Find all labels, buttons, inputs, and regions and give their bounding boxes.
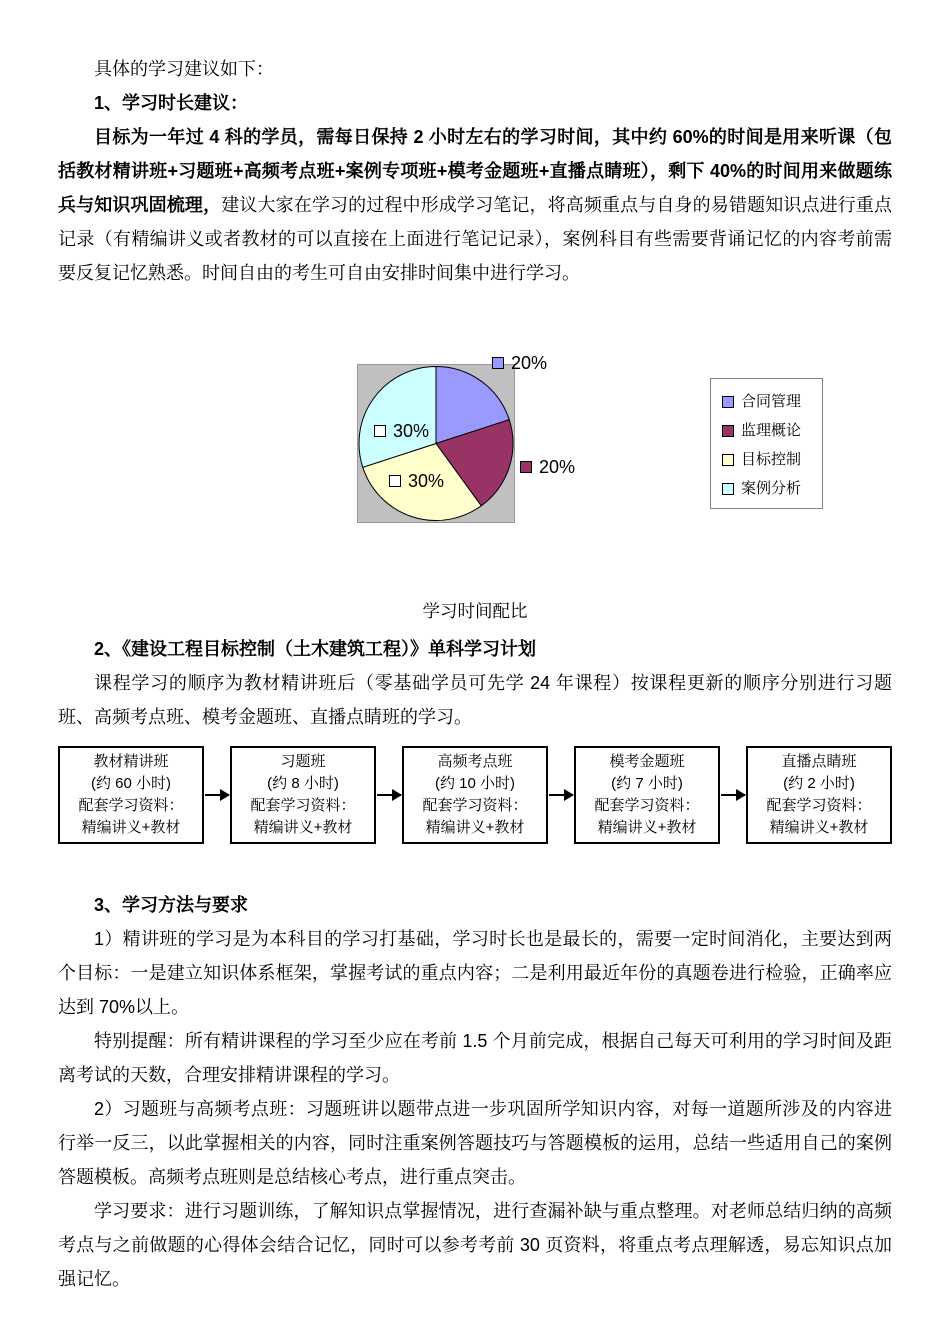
- flow-step-hours: (约 10 小时): [434, 775, 515, 792]
- chart-caption: 学习时间配比: [422, 601, 528, 621]
- legend-swatch-icon: [722, 425, 734, 437]
- flow-step-materials-label: 配套学习资料：: [766, 797, 872, 814]
- pie-data-label-2: [520, 456, 575, 478]
- section2-heading: 2、《建设工程目标控制（土木建筑工程）》单科学习计划: [94, 639, 537, 659]
- pie-chart-figure: [58, 330, 892, 598]
- flow-step-xiti: [230, 746, 376, 844]
- legend-swatch-icon: [722, 396, 734, 408]
- legend-key-icon: [389, 475, 401, 487]
- flow-step-materials-label: 配套学习资料：: [594, 797, 700, 814]
- flow-step-materials-label: 配套学习资料：: [422, 797, 528, 814]
- legend-item-target-control: [722, 445, 822, 474]
- flow-step-hours: (约 7 小时): [611, 775, 683, 792]
- flow-step-materials: 精编讲义+教材: [253, 819, 353, 836]
- section1-heading: 1、学习时长建议：: [94, 93, 249, 113]
- legend-label: 合同管理: [741, 393, 802, 410]
- flow-step-hours: (约 60 小时): [90, 775, 171, 792]
- flow-step-hours: (约 8 小时): [267, 775, 339, 792]
- legend-key-icon: [520, 461, 532, 473]
- flow-step-materials-label: 配套学习资料：: [250, 797, 356, 814]
- pie-data-label-1: [492, 352, 547, 374]
- legend-label: 案例分析: [741, 480, 802, 497]
- legend-label: 监理概论: [741, 422, 802, 439]
- section1-paragraph-regular-part: 建议大家在学习的过程中形成学习笔记，将高频重点与自身的易错题知识点进行重点记录（有精编讲义或者教材的可以直接在上面进行笔记记录），案例科目有些需要背诵记忆的内容考前需要反复记忆熟悉。时间自由的考生可自由安排时间集中进行学习。: [58, 195, 892, 283]
- arrow-right-icon: [205, 794, 229, 796]
- flow-step-name: 直播点睛班: [781, 753, 857, 770]
- pie-svg: [357, 364, 515, 523]
- flow-step-materials: 精编讲义+教材: [425, 819, 525, 836]
- arrow-right-icon: [721, 794, 745, 796]
- flow-step-materials-label: 配套学习资料：: [78, 797, 184, 814]
- pie-data-label-4: [374, 420, 429, 442]
- flow-step-zhibo: [746, 746, 892, 844]
- pie-data-label-text: 30%: [408, 471, 445, 491]
- legend-swatch-icon: [722, 483, 734, 495]
- section2-paragraph: 课程学习的顺序为教材精讲班后（零基础学员可先学 24 年课程）按课程更新的顺序分别进行习题班、高频考点班、模考金题班、直播点睛班的学习。: [58, 673, 892, 727]
- section3-paragraph-3: 2）习题班与高频考点班：习题班讲以题带点进一步巩固所学知识内容，对每一道题所涉及的内容进行举一反三，以此掌握相关的内容，同时注重案例答题技巧与答题模板的运用，总结一些适用自己的案例答题模板。高频考点班则是总结核心考点，进行重点突击。: [58, 1099, 892, 1187]
- flow-step-hours: (约 2 小时): [783, 775, 855, 792]
- section3-paragraph-4: 学习要求：进行习题训练，了解知识点掌握情况，进行查漏补缺与重点整理。对老师总结归纳的高频考点与之前做题的心得体会结合记忆，同时可以参考考前 30 页资料，将重点考点理解透，易忘知识点加强记忆。: [58, 1201, 892, 1289]
- legend-item-case-analysis: [722, 474, 822, 503]
- section3-heading: 3、学习方法与要求: [94, 895, 249, 915]
- arrow-right-icon: [549, 794, 573, 796]
- legend-label: 目标控制: [741, 451, 802, 468]
- pie-data-label-text: 20%: [511, 353, 548, 373]
- legend-item-supervision: [722, 416, 822, 445]
- intro-paragraph: 具体的学习建议如下：: [94, 59, 274, 79]
- flow-step-name: 教材精讲班: [93, 753, 169, 770]
- section3-paragraph-1: 1）精讲班的学习是为本科目的学习打基础，学习时长也是最长的，需要一定时间消化，主要达到两个目标：一是建立知识体系框架，掌握考试的重点内容；二是利用最近年份的真题卷进行检验，正确率应达到 70%以上。: [58, 929, 892, 1017]
- chart-legend: [710, 378, 823, 509]
- course-flowchart: [58, 746, 892, 844]
- flow-step-materials: 精编讲义+教材: [769, 819, 869, 836]
- legend-item-contract: [722, 387, 822, 416]
- legend-swatch-icon: [722, 454, 734, 466]
- pie-data-label-text: 20%: [539, 457, 576, 477]
- flow-step-name: 模考金题班: [609, 753, 685, 770]
- flow-step-mokao: [574, 746, 720, 844]
- section3-paragraph-2: 特别提醒：所有精讲课程的学习至少应在考前 1.5 个月前完成，根据自己每天可利用的学习时间及距离考试的天数，合理安排精讲课程的学习。: [58, 1031, 892, 1085]
- flow-step-materials: 精编讲义+教材: [597, 819, 697, 836]
- pie-data-label-text: 30%: [393, 421, 430, 441]
- section1-paragraph-bold-part: 目标为一年过 4 科的学员，需每日保持 2 小时左右的学习时间，其中约 60%的时间是用来听课（包括教材精讲班+习题班+高频考点班+案例专项班+模考金题班+直播点睛班），剩下 40%的时间用来做题练兵与知识巩固梳理，: [58, 127, 892, 215]
- flow-step-name: 习题班: [280, 753, 326, 770]
- flow-step-materials: 精编讲义+教材: [81, 819, 181, 836]
- flow-step-jingjiang: [58, 746, 204, 844]
- flow-step-gaopin: [402, 746, 548, 844]
- legend-key-icon: [374, 425, 386, 437]
- section1-paragraph: [58, 120, 892, 290]
- pie-data-label-3: [389, 470, 444, 492]
- arrow-right-icon: [377, 794, 401, 796]
- legend-key-icon: [492, 357, 504, 369]
- flow-step-name: 高频考点班: [437, 753, 513, 770]
